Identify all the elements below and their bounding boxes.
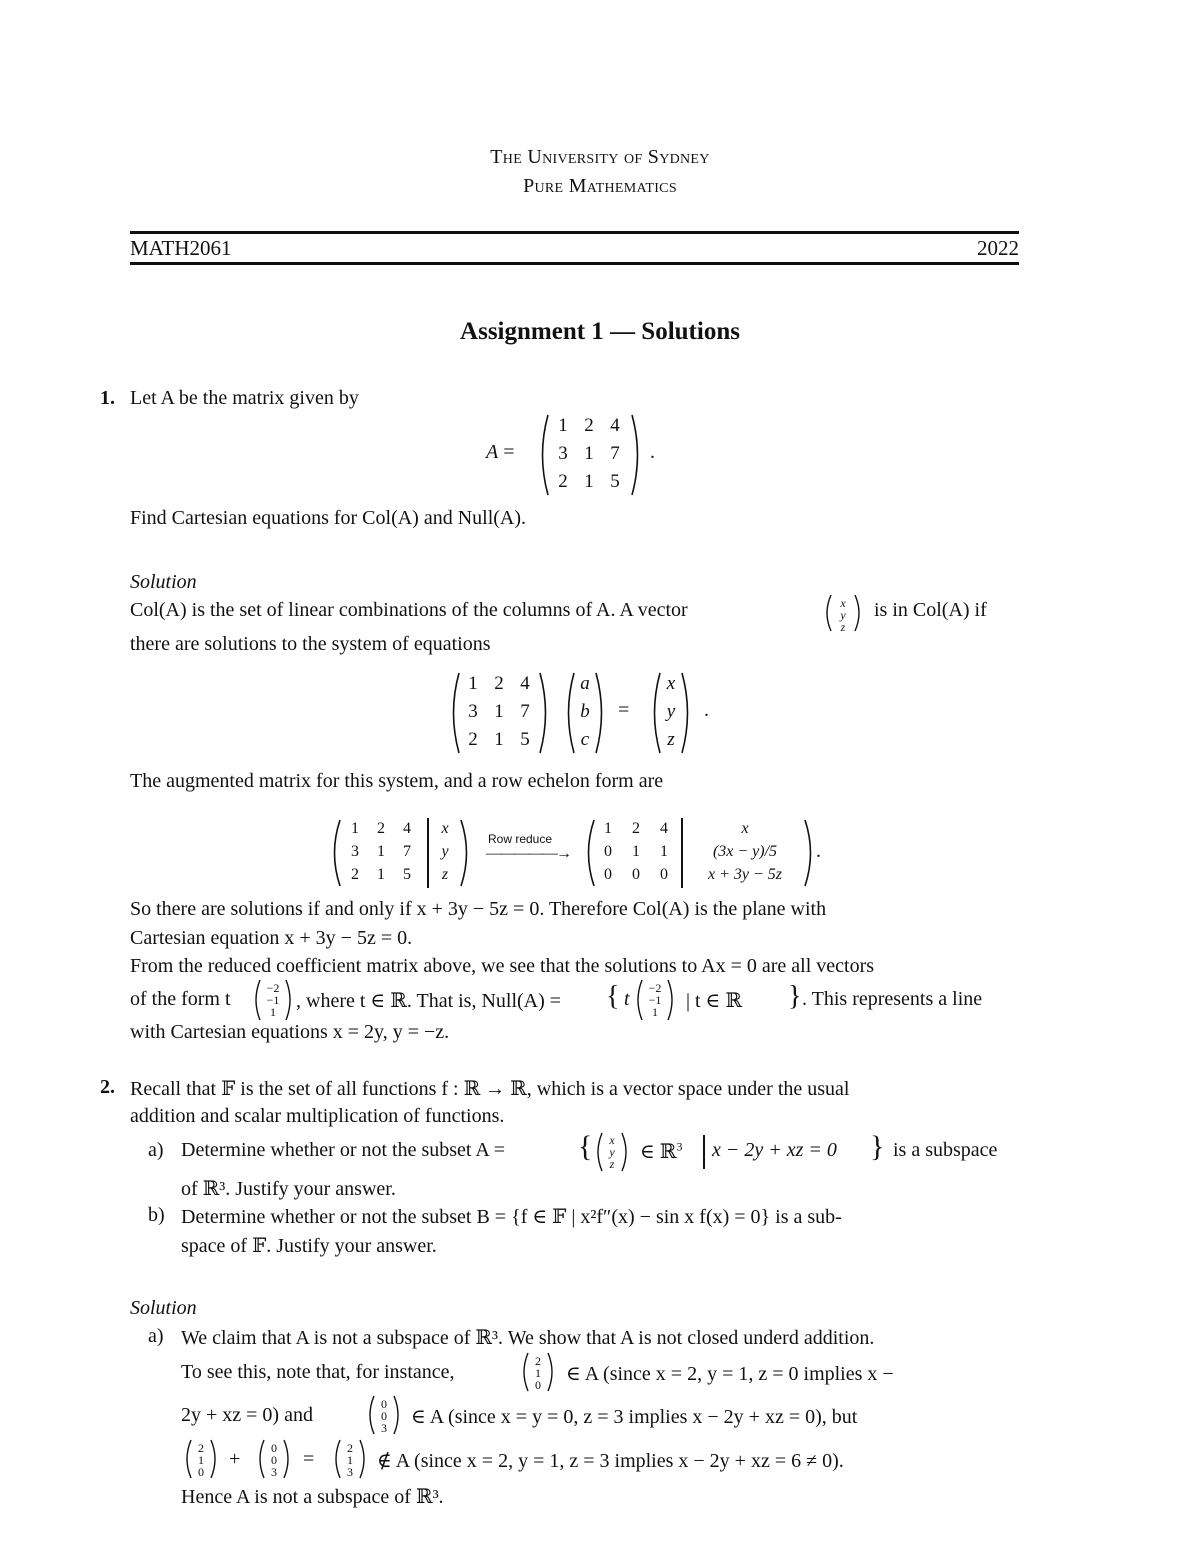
q1-sol-line1: Col(A) is the set of linear combinations of the columns of A. A vector [130, 599, 688, 621]
matrix-cell: 4 [610, 415, 620, 436]
vector-entry: z [667, 729, 675, 750]
v3-left-paren [332, 1439, 342, 1479]
matrix-cell: 7 [403, 843, 411, 860]
v2-right-paren [392, 1395, 402, 1435]
vector-entry: −2 [266, 981, 280, 995]
rref-matrix [594, 817, 678, 886]
q2-b-text2: space of 𝔽. Justify your answer. [181, 1235, 437, 1257]
matrix-cell: 0 [632, 866, 640, 883]
matrix-a-right-paren [630, 413, 644, 497]
matrix-a-left-paren [536, 413, 550, 497]
vector-xyz-left-paren [648, 671, 662, 755]
matrix-cell: 0 [660, 866, 668, 883]
vector-entry: 0 [535, 1378, 541, 1392]
matrix-cell: 0 [604, 843, 612, 860]
vector-entry: 3 [347, 1465, 353, 1479]
vector-xyz [662, 670, 680, 754]
q1-intro: Let A be the matrix given by [130, 387, 359, 409]
set-brace-right: } [870, 1130, 885, 1163]
in-r3: ∈ ℝ$^3$ [640, 1139, 683, 1163]
null-vector-2 [644, 982, 666, 1018]
q1-line-form-a: of the form t [130, 988, 231, 1010]
vector-entry: a [580, 673, 590, 694]
matrix-cell: 5 [403, 866, 411, 883]
q1-line-so2: Cartesian equation x + 3y − 5z = 0. [130, 927, 413, 949]
matrix-cell: 2 [351, 866, 359, 883]
q2-sa-line4: ∉ A (since x = 2, y = 1, z = 3 implies x − 2y + xz = 6 ≠ 0). [377, 1450, 844, 1472]
matrix-cell: 3 [351, 843, 359, 860]
vector-entry: y [441, 843, 449, 860]
vector-entry: 1 [652, 1005, 658, 1019]
vector-v1 [532, 1355, 544, 1391]
subset-vector [606, 1134, 618, 1170]
q1-line-so1: So there are solutions if and only if x + 3y − 5z = 0. Therefore Col(A) is the plane with [130, 898, 827, 920]
vector-entry: (3x − y)/5 [712, 843, 778, 860]
vector-abc [576, 670, 594, 754]
null-vec-left-paren [252, 979, 262, 1021]
matrix-cell: 1 [660, 843, 668, 860]
vector-entry: 0 [271, 1441, 277, 1455]
vector-entry: 2 [198, 1441, 204, 1455]
vector-entry: 1 [270, 1005, 276, 1019]
v2b-left-paren [256, 1439, 266, 1479]
q1-line-cart: with Cartesian equations x = 2y, y = −z. [130, 1021, 450, 1043]
q1-number: 1. [100, 387, 115, 409]
vector-xyz-right-paren [680, 671, 694, 755]
subset-vec-left-paren [594, 1132, 604, 1172]
set-bar [703, 1135, 705, 1169]
vector-entry: 0 [381, 1409, 387, 1423]
v3-right-paren [358, 1439, 368, 1479]
vector-entry: x [609, 1133, 615, 1147]
q1-sol-line2: there are solutions to the system of equations [130, 633, 491, 655]
aug-rhs-left [435, 817, 455, 886]
matrix-cell: 0 [604, 866, 612, 883]
vector-entry: 1 [347, 1453, 353, 1467]
vector-entry: x + 3y − 5z [707, 866, 783, 883]
system-matrix [460, 670, 538, 754]
q2-sa-label: a) [148, 1325, 164, 1347]
aug-left-paren [328, 818, 342, 888]
university-name: The University of Sydney [490, 146, 710, 168]
small-vector-xyz [837, 597, 849, 633]
q2-a-condition: x − 2y + xz = 0 [712, 1139, 837, 1161]
v2b-right-paren [282, 1439, 292, 1479]
matrix-cell: 5 [610, 471, 620, 492]
q2-sa-line1: We claim that A is not a subspace of ℝ³. We show that A is not closed underd addition. [181, 1327, 875, 1349]
vector-entry: −1 [648, 993, 662, 1007]
matrix-cell: 1 [558, 415, 568, 436]
matrix-cell: 2 [558, 471, 568, 492]
matrix-cell: 7 [520, 701, 530, 722]
matrix-cell: 1 [351, 820, 359, 837]
vector-entry: 3 [271, 1465, 277, 1479]
matrix-a [550, 412, 628, 496]
v1-right-paren [546, 1352, 556, 1392]
aug-matrix-left [342, 817, 420, 886]
matrix-cell: 4 [520, 673, 530, 694]
matrix-cell: 1 [584, 443, 594, 464]
q2-sa-line3b: ∈ A (since x = y = 0, z = 3 implies x − 2y + xz = 0), but [411, 1406, 858, 1428]
vector-entry: y [840, 608, 846, 622]
matrix-cell: 2 [468, 729, 478, 750]
vector-v2-sum [268, 1442, 280, 1478]
matrix-cell: 2 [377, 820, 385, 837]
q1-line-form-d: . This represents a line [802, 988, 983, 1010]
vector-v2 [378, 1398, 390, 1434]
system-matrix-right-paren [538, 671, 552, 755]
system-matrix-left-paren [447, 671, 461, 755]
matrix-cell: 2 [632, 820, 640, 837]
vector-entry: x [441, 820, 449, 837]
aug-divider [427, 818, 429, 888]
null-vector [262, 982, 284, 1018]
period: . [704, 699, 709, 721]
matrix-cell: 4 [660, 820, 668, 837]
matrix-cell: 7 [610, 443, 620, 464]
vector-entry: x [840, 596, 846, 610]
v2-left-paren [366, 1395, 376, 1435]
vector-entry: 1 [198, 1453, 204, 1467]
set-brace-right: } [788, 981, 802, 1012]
q2-a-label: a) [148, 1139, 164, 1161]
null-vec-right-paren [284, 979, 294, 1021]
vector-v3 [344, 1442, 356, 1478]
header-rule-top [130, 231, 1019, 234]
matrix-cell: 1 [604, 820, 612, 837]
rref-rhs [690, 817, 800, 886]
matrix-cell: 3 [558, 443, 568, 464]
school-name: Pure Mathematics [523, 175, 677, 197]
vector-entry: −1 [266, 993, 280, 1007]
vector-entry: 1 [535, 1366, 541, 1380]
matrix-cell: 1 [494, 701, 504, 722]
matrix-cell: 5 [520, 729, 530, 750]
q2-a-text3: of ℝ³. Justify your answer. [181, 1178, 396, 1200]
q2-sa-line2b: ∈ A (since x = 2, y = 1, z = 0 implies x − [566, 1363, 894, 1385]
small-vector-left-paren [823, 594, 833, 632]
vector-entry: 0 [198, 1465, 204, 1479]
v1-left-paren [520, 1352, 530, 1392]
q1-line-form-c: | t ∈ ℝ [686, 990, 742, 1012]
q2-sa-line2a: To see this, note that, for instance, [181, 1361, 455, 1383]
matrix-cell: 1 [377, 866, 385, 883]
equals-sign: = [618, 699, 630, 721]
q2-b-text1: Determine whether or not the subset B = {f ∈ 𝔽 | x²f″(x) − sin x f(x) = 0} is a sub- [181, 1206, 842, 1228]
matrix-cell: 2 [584, 415, 594, 436]
q2-line2: addition and scalar multiplication of functions. [130, 1105, 505, 1127]
vector-entry: 0 [381, 1397, 387, 1411]
small-vector-right-paren [853, 594, 863, 632]
vector-entry: z [840, 620, 846, 634]
q1-line-from: From the reduced coefficient matrix above, we see that the solutions to Ax = 0 are all vectors [130, 955, 875, 977]
vector-entry: c [580, 729, 590, 750]
vector-entry: 2 [535, 1354, 541, 1368]
vector-entry: b [580, 701, 590, 722]
vector-entry: 2 [347, 1441, 353, 1455]
vector-entry: z [609, 1157, 615, 1171]
course-year: 2022 [977, 236, 1019, 260]
q1-line-form-b: , where t ∈ ℝ. That is, Null(A) = [296, 990, 562, 1012]
q2-solution-heading: Solution [130, 1297, 197, 1319]
q2-a-text2: is a subspace [893, 1139, 998, 1161]
row-reduce-arrow: ―――――→ [486, 845, 570, 862]
period: . [650, 441, 655, 463]
vector-entry: 0 [271, 1453, 277, 1467]
matrix-cell: 4 [403, 820, 411, 837]
matrix-cell: 1 [632, 843, 640, 860]
vector-entry: x [666, 673, 676, 694]
matrix-cell: 1 [584, 471, 594, 492]
vector-abc-right-paren [594, 671, 608, 755]
q2-line1: Recall that 𝔽 is the set of all functions f : ℝ → ℝ, which is a vector space under the usual [130, 1078, 850, 1100]
rref-right-paren [803, 818, 817, 888]
q2-b-label: b) [148, 1204, 165, 1226]
q1-sol-line1-end: is in Col(A) if [874, 599, 987, 621]
matrix-cell: 2 [494, 673, 504, 694]
period: . [816, 840, 821, 862]
q2-a-text1: Determine whether or not the subset A = [181, 1139, 505, 1161]
matrix-cell: 1 [377, 843, 385, 860]
subset-vec-right-paren [620, 1132, 630, 1172]
vector-v1-sum [195, 1442, 207, 1478]
null-t: t [624, 988, 630, 1010]
matrix-cell: 1 [468, 673, 478, 694]
q1-task: Find Cartesian equations for Col(A) and Null(A). [130, 507, 527, 529]
rref-divider [681, 818, 683, 888]
vector-abc-left-paren [562, 671, 576, 755]
header-rule-bottom [130, 262, 1019, 265]
null-vec2-right-paren [666, 979, 676, 1021]
course-code: MATH2061 [130, 236, 232, 260]
q1-solution-heading: Solution [130, 571, 197, 593]
vector-entry: −2 [648, 981, 662, 995]
vector-entry: y [666, 701, 676, 722]
equals-sign: = [303, 1448, 315, 1470]
q2-sa-line3a: 2y + xz = 0) and [181, 1404, 313, 1426]
q2-sa-line5: Hence A is not a subspace of ℝ³. [181, 1486, 444, 1508]
set-brace-left: { [606, 981, 620, 1012]
vector-entry: z [441, 866, 449, 883]
matrix-a-label: A = [486, 441, 515, 463]
row-reduce-label: Row reduce [488, 832, 553, 846]
matrix-cell: 1 [494, 729, 504, 750]
page-title: Assignment 1 — Solutions [460, 318, 740, 345]
q1-aug-intro: The augmented matrix for this system, and a row echelon form are [130, 770, 664, 792]
null-vec2-left-paren [634, 979, 644, 1021]
v1b-right-paren [209, 1439, 219, 1479]
aug-right-paren [459, 818, 473, 888]
vector-entry: 3 [381, 1421, 387, 1435]
vector-entry: x [741, 820, 749, 837]
vector-entry: y [609, 1145, 615, 1159]
matrix-cell: 3 [468, 701, 478, 722]
set-brace-left: { [578, 1130, 593, 1163]
v1b-left-paren [183, 1439, 193, 1479]
q2-number: 2. [100, 1076, 115, 1098]
plus-sign: + [229, 1448, 241, 1470]
